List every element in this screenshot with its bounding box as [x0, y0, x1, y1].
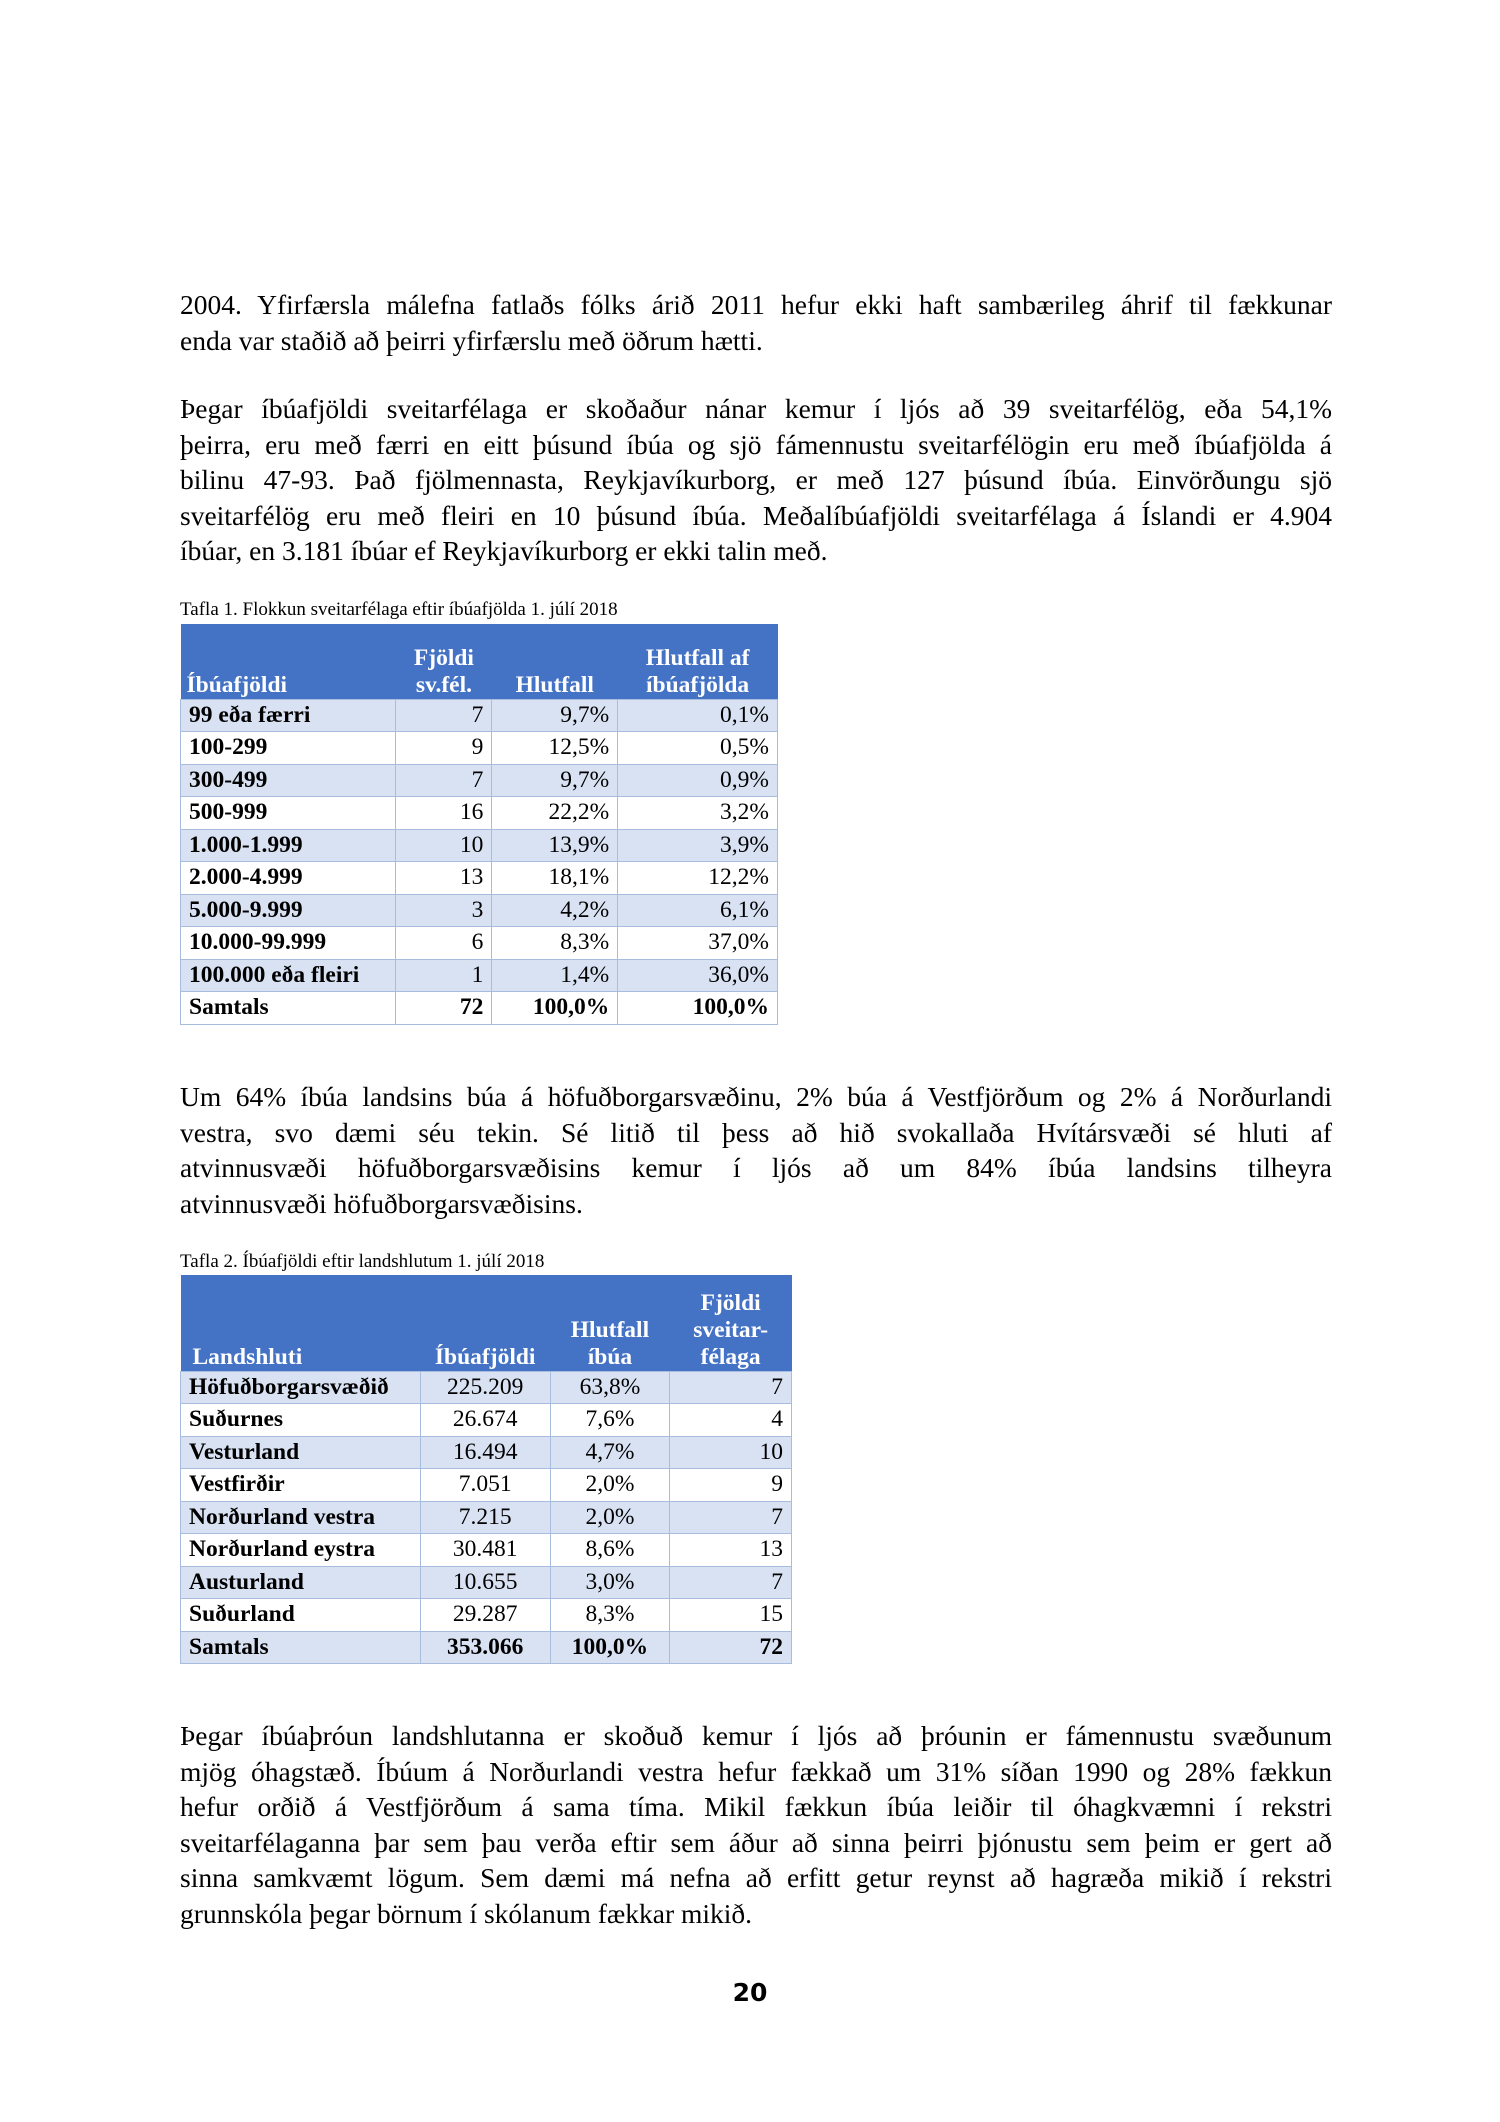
- table-total-row: [181, 1631, 792, 1664]
- cell-share: 8,3%: [492, 927, 618, 960]
- table-row: [181, 862, 778, 895]
- cell-municipalities: 7: [670, 1501, 792, 1534]
- cell-municipalities: 10: [670, 1436, 792, 1469]
- table-header-row: [181, 1275, 792, 1371]
- row-label: Austurland: [181, 1566, 421, 1599]
- header-landshluti: Landshluti: [181, 1275, 421, 1371]
- cell-share: 8,6%: [550, 1534, 670, 1567]
- paragraph-2: [180, 391, 1332, 569]
- cell-share: 4,7%: [550, 1436, 670, 1469]
- cell-share: 8,3%: [550, 1599, 670, 1632]
- cell-municipalities: 72: [670, 1631, 792, 1664]
- text-line: grunnskóla þegar börnum í skólanum fækkar mikið.: [180, 1897, 753, 1929]
- cell-population: 16.494: [420, 1436, 550, 1469]
- row-label: Vesturland: [181, 1436, 421, 1469]
- cell-municipalities: 4: [670, 1404, 792, 1437]
- cell-share: 18,1%: [492, 862, 618, 895]
- cell-share: 9,7%: [492, 699, 618, 732]
- text-line: íbúar, en 3.181 íbúar ef Reykjavíkurborg er ekki talin með.: [180, 535, 828, 566]
- row-label: 1.000-1.999: [181, 829, 396, 862]
- text-line: bilinu 47-93. Það fjölmennasta, Reykjavíkurborg, er með 127 þúsund íbúa. Einvörðungu sjö: [180, 464, 1332, 495]
- row-label: Suðurnes: [181, 1404, 421, 1437]
- cell-count: 3: [396, 894, 492, 927]
- cell-count: 9: [396, 732, 492, 765]
- row-label: Suðurland: [181, 1599, 421, 1632]
- cell-pop-share: 0,5%: [618, 732, 778, 765]
- table-row: [181, 1469, 792, 1502]
- cell-pop-share: 36,0%: [618, 959, 778, 992]
- table-row: [181, 1404, 792, 1437]
- row-label: Samtals: [181, 992, 396, 1025]
- paragraph-4: [180, 1718, 1332, 1931]
- row-label: 10.000-99.999: [181, 927, 396, 960]
- cell-count: 6: [396, 927, 492, 960]
- cell-share: 3,0%: [550, 1566, 670, 1599]
- table-row: [181, 927, 778, 960]
- cell-municipalities: 9: [670, 1469, 792, 1502]
- paragraph-3: [180, 1079, 1332, 1221]
- cell-count: 1: [396, 959, 492, 992]
- paragraph-1: [180, 287, 1332, 358]
- cell-share: 2,0%: [550, 1501, 670, 1534]
- cell-pop-share: 0,9%: [618, 764, 778, 797]
- cell-population: 30.481: [420, 1534, 550, 1567]
- text-line: atvinnusvæði höfuðborgarsvæðisins.: [180, 1187, 583, 1219]
- cell-population: 7.215: [420, 1501, 550, 1534]
- cell-municipalities: 15: [670, 1599, 792, 1632]
- cell-share: 63,8%: [550, 1371, 670, 1404]
- table-2-caption: Tafla 2. Íbúafjöldi eftir landshlutum 1. júlí 2018: [180, 1251, 545, 1272]
- cell-pop-share: 0,1%: [618, 699, 778, 732]
- row-label: Norðurland vestra: [181, 1501, 421, 1534]
- header-hlutfall-af-ibuafjolda: Hlutfall af íbúafjölda: [618, 624, 778, 699]
- cell-municipalities: 7: [670, 1566, 792, 1599]
- text-line: Þegar íbúafjöldi sveitarfélaga er skoðaður nánar kemur í ljós að 39 sveitarfélög, eða 54,1%: [180, 393, 1332, 424]
- header-ibuafjoldi: Íbúafjöldi: [420, 1275, 550, 1371]
- cell-share: 100,0%: [550, 1631, 670, 1664]
- table-row: [181, 764, 778, 797]
- text-line: 2004. Yfirfærsla málefna fatlaðs fólks árið 2011 hefur ekki haft sambærileg áhrif til fækkunar: [180, 289, 1332, 320]
- cell-population: 10.655: [420, 1566, 550, 1599]
- table-total-row: [181, 992, 778, 1025]
- cell-pop-share: 100,0%: [618, 992, 778, 1025]
- table-row: [181, 797, 778, 830]
- cell-count: 16: [396, 797, 492, 830]
- row-label: 300-499: [181, 764, 396, 797]
- row-label: 100.000 eða fleiri: [181, 959, 396, 992]
- table-header-row: [181, 624, 778, 699]
- cell-count: 10: [396, 829, 492, 862]
- cell-share: 9,7%: [492, 764, 618, 797]
- table-row: [181, 1501, 792, 1534]
- text-line: sveitarfélaganna þar sem þau verða eftir sem áður að sinna þeirri þjónustu sem þeim er gert að: [180, 1826, 1332, 1858]
- text-line: Um 64% íbúa landsins búa á höfuðborgarsvæðinu, 2% búa á Vestfjörðum og 2% á Norðurlandi: [180, 1081, 1332, 1112]
- cell-municipalities: 7: [670, 1371, 792, 1404]
- cell-share: 22,2%: [492, 797, 618, 830]
- table-row: [181, 829, 778, 862]
- table-2: [180, 1275, 792, 1664]
- cell-pop-share: 3,9%: [618, 829, 778, 862]
- table-row: [181, 1436, 792, 1469]
- text-line: hefur orðið á Vestfjörðum á sama tíma. Mikil fækkun íbúa leiðir til óhagkvæmni í rekstri: [180, 1791, 1332, 1822]
- row-label: 500-999: [181, 797, 396, 830]
- cell-count: 72: [396, 992, 492, 1025]
- cell-pop-share: 6,1%: [618, 894, 778, 927]
- header-hlutfall-ibua: Hlutfall íbúa: [550, 1275, 670, 1371]
- header-ibuafjoldi: Íbúafjöldi: [181, 624, 396, 699]
- row-label: 2.000-4.999: [181, 862, 396, 895]
- text-line: sveitarfélög eru með fleiri en 10 þúsund íbúa. Meðalíbúafjöldi sveitarfélaga á Íslandi er 4.904: [180, 499, 1332, 531]
- cell-count: 7: [396, 699, 492, 732]
- text-line: atvinnusvæði höfuðborgarsvæðisins kemur í ljós að um 84% íbúa landsins tilheyra: [180, 1152, 1332, 1183]
- row-label: 100-299: [181, 732, 396, 765]
- text-line: þeirra, eru með færri en eitt þúsund íbúa og sjö fámennustu sveitarfélögin eru með íbúafjölda á: [180, 428, 1332, 460]
- row-label: Vestfirðir: [181, 1469, 421, 1502]
- table-row: [181, 1534, 792, 1567]
- cell-municipalities: 13: [670, 1534, 792, 1567]
- row-label: 99 eða færri: [181, 699, 396, 732]
- cell-pop-share: 3,2%: [618, 797, 778, 830]
- cell-pop-share: 12,2%: [618, 862, 778, 895]
- table-1-caption: Tafla 1. Flokkun sveitarfélaga eftir íbúafjölda 1. júlí 2018: [180, 599, 618, 620]
- cell-count: 13: [396, 862, 492, 895]
- cell-share: 7,6%: [550, 1404, 670, 1437]
- header-fjoldi-sveitarfelaga: Fjöldi sveitar- félaga: [670, 1275, 792, 1371]
- text-line: mjög óhagstæð. Íbúum á Norðurlandi vestra hefur fækkað um 31% síðan 1990 og 28% fækkun: [180, 1755, 1332, 1787]
- cell-share: 2,0%: [550, 1469, 670, 1502]
- table-row: [181, 1566, 792, 1599]
- header-hlutfall: Hlutfall: [492, 624, 618, 699]
- table-row: [181, 732, 778, 765]
- text-line: vestra, svo dæmi séu tekin. Sé litið til þess að hið svokallaða Hvítársvæði sé hluti af: [180, 1116, 1332, 1148]
- text-line: enda var staðið að þeirri yfirfærslu með öðrum hætti.: [180, 324, 763, 356]
- table-row: [181, 894, 778, 927]
- table-1: [180, 624, 778, 1025]
- row-label: Norðurland eystra: [181, 1534, 421, 1567]
- row-label: 5.000-9.999: [181, 894, 396, 927]
- cell-population: 353.066: [420, 1631, 550, 1664]
- cell-share: 12,5%: [492, 732, 618, 765]
- table-row: [181, 959, 778, 992]
- cell-share: 4,2%: [492, 894, 618, 927]
- cell-share: 100,0%: [492, 992, 618, 1025]
- cell-population: 225.209: [420, 1371, 550, 1404]
- table-row: [181, 699, 778, 732]
- cell-population: 7.051: [420, 1469, 550, 1502]
- cell-population: 26.674: [420, 1404, 550, 1437]
- cell-count: 7: [396, 764, 492, 797]
- header-fjoldi-svfel: Fjöldi sv.fél.: [396, 624, 492, 699]
- cell-population: 29.287: [420, 1599, 550, 1632]
- cell-share: 13,9%: [492, 829, 618, 862]
- page-number: 20: [732, 1978, 768, 2007]
- row-label: Höfuðborgarsvæðið: [181, 1371, 421, 1404]
- table-row: [181, 1599, 792, 1632]
- row-label: Samtals: [181, 1631, 421, 1664]
- table-row: [181, 1371, 792, 1404]
- cell-share: 1,4%: [492, 959, 618, 992]
- text-line: Þegar íbúaþróun landshlutanna er skoðuð kemur í ljós að þróunin er fámennustu svæðunum: [180, 1720, 1332, 1751]
- text-line: sinna samkvæmt lögum. Sem dæmi má nefna að erfitt getur reynst að hagræða mikið í rekstri: [180, 1862, 1332, 1893]
- cell-pop-share: 37,0%: [618, 927, 778, 960]
